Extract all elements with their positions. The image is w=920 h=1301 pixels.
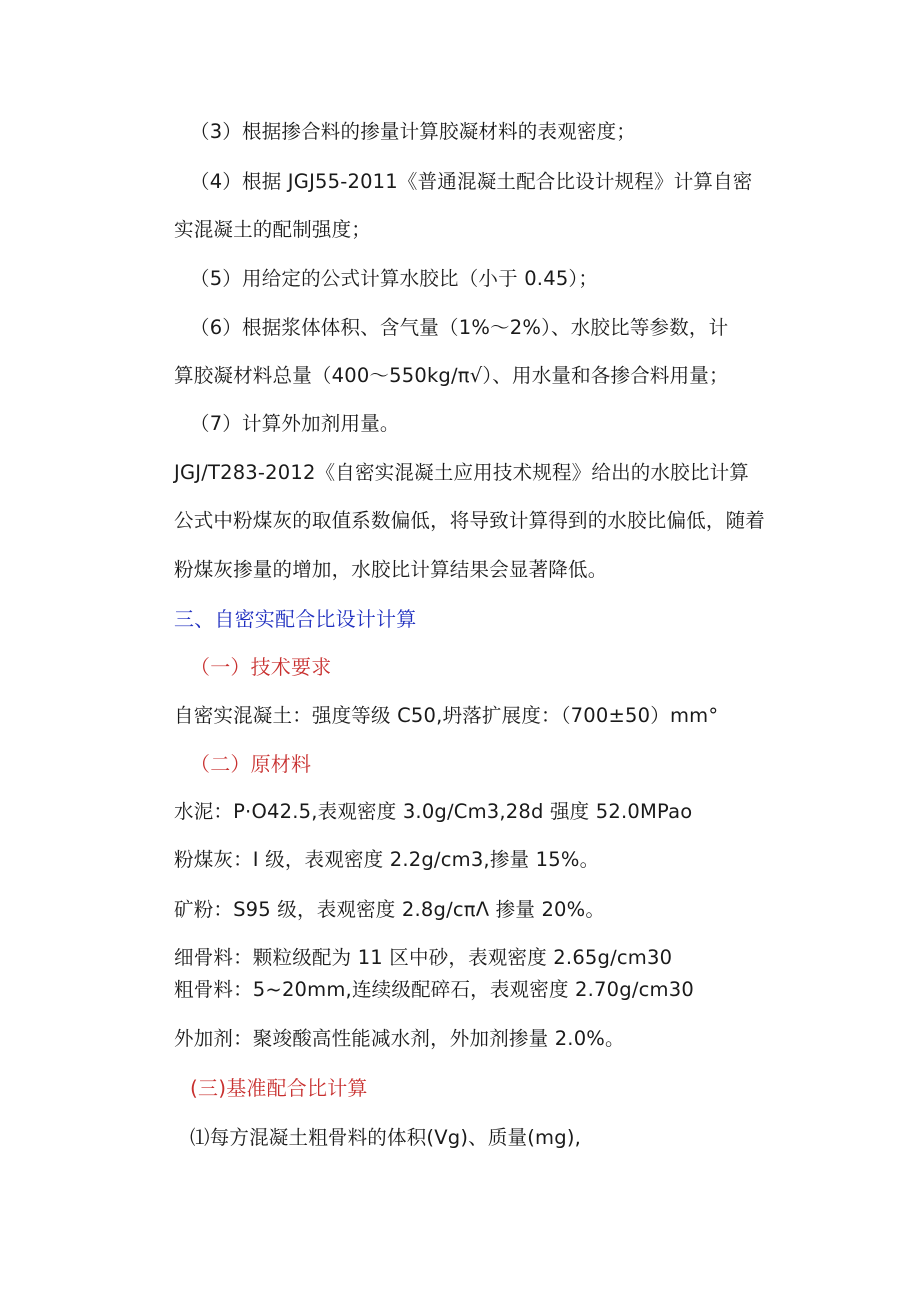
material-cement: 水泥：P·O42.5,表观密度 3.0g∕Cm3,28d 强度 52.0MPao (174, 800, 693, 823)
material-admixture: 外加剂：聚竣酸高性能减水剂，外加剂掺量 2.0%。 (174, 1027, 625, 1050)
subheading-raw-materials: （二）原材料 (190, 752, 312, 776)
paragraph-step4-line2: 实混凝土的配制强度； (174, 218, 372, 241)
material-coarse-aggregate: 粗骨料：5~20mm,连续级配碎石，表观密度 2.70g∕cm30 (174, 978, 694, 1001)
paragraph-step4-line1: （4）根据 JGJ55-2011《普通混凝土配合比设计规程》计算自密 (190, 170, 753, 193)
subheading-base-mix-calculation: (三)基准配合比计算 (190, 1076, 368, 1100)
paragraph-note-line1: JGJ/T283-2012《自密实混凝土应用技术规程》给出的水胶比计算 (174, 461, 749, 484)
paragraph-step3: （3）根据掺合料的掺量计算胶凝材料的表观密度； (190, 120, 637, 143)
paragraph-note-line2: 公式中粉煤灰的取值系数偏低，将导致计算得到的水胶比偏低，随着 (174, 509, 766, 532)
paragraph-step5: （5）用给定的公式计算水胶比（小于 0.45）； (190, 267, 599, 290)
material-slag: 矿粉：S95 级，表观密度 2.8g∕cπΛ 掺量 20%。 (174, 898, 606, 921)
paragraph-step6-line1: （6）根据浆体体积、含气量（1%～2%）、水胶比等参数，计 (190, 316, 729, 339)
calculation-step1: ⑴每方混凝土粗骨料的体积(Vg)、质量(mg), (190, 1126, 582, 1149)
requirement-text: 自密实混凝土：强度等级 C50,坍落扩展度：（700±50）mm° (174, 704, 719, 727)
paragraph-step6-line2: 算胶凝材料总量（400～550kg∕π√）、用水量和各掺合料用量； (174, 364, 729, 387)
subheading-technical-requirements: （一）技术要求 (190, 655, 332, 679)
paragraph-step7: （7）计算外加剂用量。 (190, 412, 400, 435)
material-fine-aggregate: 细骨料：颗粒级配为 11 区中砂，表观密度 2.65g∕cm30 (174, 946, 673, 969)
section-heading: 三、自密实配合比设计计算 (174, 607, 417, 631)
material-flyash: 粉煤灰：I 级，表观密度 2.2g∕cm3,掺量 15%。 (174, 848, 600, 871)
paragraph-note-line3: 粉煤灰掺量的增加，水胶比计算结果会显著降低。 (174, 558, 608, 581)
